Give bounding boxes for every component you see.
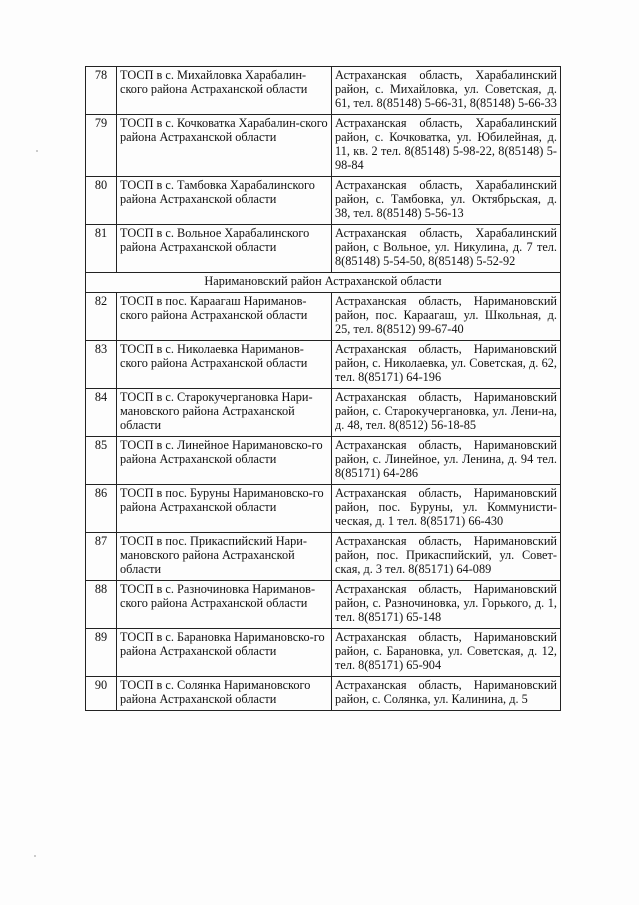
table-row: [86, 67, 561, 115]
office-name: ТОСП в с. Разночиновка Нариманов-ского района Астраханской области: [117, 581, 332, 629]
office-address: Астраханская область, Наримановский район, с. Старокучергановка, ул. Лени-на, д. 48, тел. 8(8512) 56-18-85: [332, 389, 561, 437]
office-name: ТОСП в с. Михайловка Харабалин-ского района Астраханской области: [117, 67, 332, 115]
office-name: ТОСП в пос. Караагаш Нариманов-ского района Астраханской области: [117, 293, 332, 341]
office-name: ТОСП в с. Барановка Наримановско-го района Астраханской области: [117, 629, 332, 677]
office-name: ТОСП в с. Николаевка Нариманов-ского района Астраханской области: [117, 341, 332, 389]
office-address: Астраханская область, Наримановский район, с. Николаевка, ул. Советская, д. 62, тел. 8(85171) 64-196: [332, 341, 561, 389]
office-address: Астраханская область, Наримановский район, пос. Караагаш, ул. Школьная, д. 25, тел. 8(8512) 99-67-40: [332, 293, 561, 341]
office-name: ТОСП в с. Кочковатка Харабалин-ского района Астраханской области: [117, 115, 332, 177]
table-row: [86, 437, 561, 485]
office-address: Астраханская область, Харабалинский район, с. Тамбовка, ул. Октябрьская, д. 38, тел. 8(85148) 5-56-13: [332, 177, 561, 225]
row-number: 85: [86, 437, 117, 485]
office-address: Астраханская область, Харабалинский район, с. Михайловка, ул. Советская, д. 61, тел. 8(85148) 5-66-31, 8(85148) 5-66-33: [332, 67, 561, 115]
table-row: [86, 389, 561, 437]
office-address: Астраханская область, Наримановский район, с. Барановка, ул. Советская, д. 12, тел. 8(85171) 65-904: [332, 629, 561, 677]
office-address: Астраханская область, Наримановский район, пос. Прикаспийский, ул. Совет-ская, д. 3 тел. 8(85171) 64-089: [332, 533, 561, 581]
table-row: [86, 629, 561, 677]
registry-body: [86, 67, 561, 711]
row-number: 89: [86, 629, 117, 677]
section-header-row: [86, 273, 561, 293]
office-address: Астраханская область, Харабалинский район, с Вольное, ул. Никулина, д. 7 тел. 8(85148) 5-54-50, 8(85148) 5-52-92: [332, 225, 561, 273]
table-row: [86, 115, 561, 177]
office-name: ТОСП в с. Линейное Наримановско-го района Астраханской области: [117, 437, 332, 485]
row-number: 84: [86, 389, 117, 437]
office-address: Астраханская область, Наримановский район, пос. Буруны, ул. Коммунисти-ческая, д. 1 тел. 8(85171) 66-430: [332, 485, 561, 533]
office-name: ТОСП в пос. Прикаспийский Нари-мановского района Астраханской области: [117, 533, 332, 581]
row-number: 83: [86, 341, 117, 389]
section-title: Наримановский район Астраханской области: [86, 273, 561, 293]
scan-speck: [36, 150, 38, 152]
table-row: [86, 225, 561, 273]
table-row: [86, 293, 561, 341]
office-name: ТОСП в с. Вольное Харабалинского района Астраханской области: [117, 225, 332, 273]
table-row: [86, 177, 561, 225]
office-address: Астраханская область, Наримановский район, с. Линейное, ул. Ленина, д. 94 тел. 8(85171) 64-286: [332, 437, 561, 485]
row-number: 81: [86, 225, 117, 273]
row-number: 86: [86, 485, 117, 533]
office-name: ТОСП в пос. Буруны Наримановско-го района Астраханской области: [117, 485, 332, 533]
office-name: ТОСП в с. Солянка Наримановского района Астраханской области: [117, 677, 332, 711]
row-number: 79: [86, 115, 117, 177]
table-row: [86, 533, 561, 581]
row-number: 80: [86, 177, 117, 225]
office-address: Астраханская область, Наримановский район, с. Разночиновка, ул. Горького, д. 1, тел. 8(85171) 65-148: [332, 581, 561, 629]
scan-speck: [34, 855, 36, 857]
table-row: [86, 581, 561, 629]
row-number: 90: [86, 677, 117, 711]
row-number: 88: [86, 581, 117, 629]
row-number: 87: [86, 533, 117, 581]
row-number: 82: [86, 293, 117, 341]
table-row: [86, 341, 561, 389]
office-name: ТОСП в с. Старокучергановка Нари-мановского района Астраханской области: [117, 389, 332, 437]
office-name: ТОСП в с. Тамбовка Харабалинского района Астраханской области: [117, 177, 332, 225]
office-address: Астраханская область, Харабалинский район, с. Кочковатка, ул. Юбилейная, д. 11, кв. 2 тел. 8(85148) 5-98-22, 8(85148) 5-98-84: [332, 115, 561, 177]
row-number: 78: [86, 67, 117, 115]
office-address: Астраханская область, Наримановский район, с. Солянка, ул. Калинина, д. 5: [332, 677, 561, 711]
table-row: [86, 485, 561, 533]
office-registry-table: [85, 66, 561, 711]
table-row: [86, 677, 561, 711]
page-bottom-margin: [80, 835, 570, 905]
